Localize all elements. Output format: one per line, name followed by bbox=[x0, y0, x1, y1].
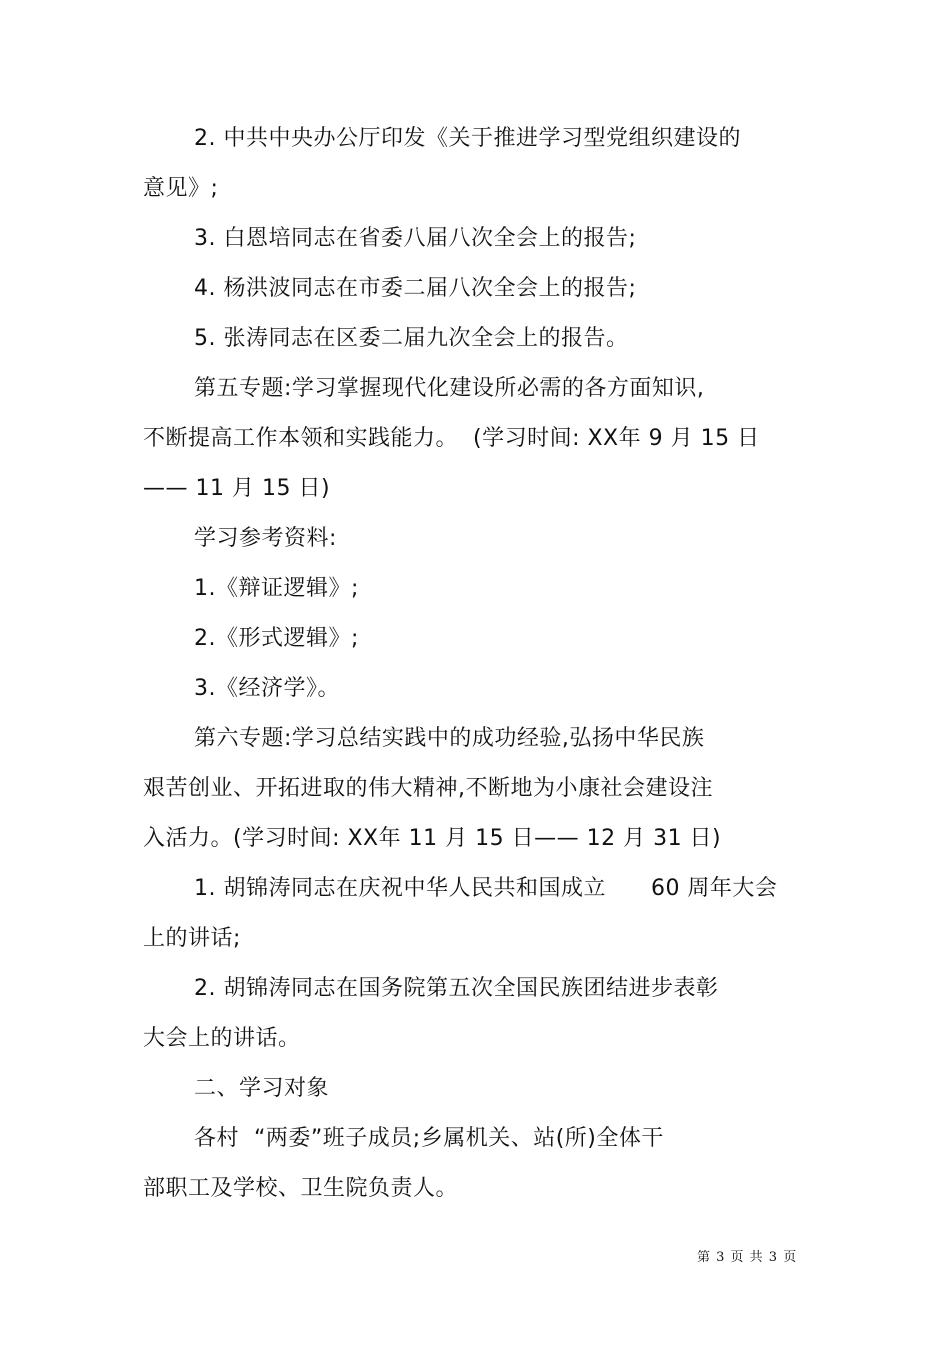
text-line: 3.《经济学》。 bbox=[194, 676, 340, 701]
section-heading: 第五专题:学习掌握现代化建设所必需的各方面知识, bbox=[194, 376, 705, 401]
text-line: 2. 中共中央办公厅印发《关于推进学习型党组织建设的 bbox=[194, 126, 741, 151]
section-heading: 第六专题:学习总结实践中的成功经验,弘扬中华民族 bbox=[194, 726, 705, 751]
text-line: —— 11 月 15 日) bbox=[143, 476, 331, 501]
text-line: 学习参考资料: bbox=[194, 526, 337, 551]
section-heading: 二、学习对象 bbox=[194, 1076, 330, 1101]
text-line: 4. 杨洪波同志在市委二届八次全会上的报告; bbox=[194, 276, 637, 301]
text-line: 上的讲话; bbox=[143, 926, 241, 951]
text-line: 1. 胡锦涛同志在庆祝中华人民共和国成立 60 周年大会 bbox=[194, 876, 778, 901]
text-line: 不断提高工作本领和实践能力。 (学习时间: XX年 9 月 15 日 bbox=[143, 426, 760, 451]
text-line: 2. 胡锦涛同志在国务院第五次全国民族团结进步表彰 bbox=[194, 976, 719, 1001]
text-line: 1.《辩证逻辑》; bbox=[194, 576, 359, 601]
text-line: 意见》; bbox=[143, 176, 219, 201]
text-line: 入活力。(学习时间: XX年 11 月 15 日—— 12 月 31 日) bbox=[143, 826, 722, 851]
text-line: 艰苦创业、开拓进取的伟大精神,不断地为小康社会建设注 bbox=[143, 776, 713, 801]
text-line: 部职工及学校、卫生院负责人。 bbox=[143, 1176, 459, 1201]
page-number: 第 3 页 共 3 页 bbox=[697, 1250, 798, 1265]
text-line: 大会上的讲话。 bbox=[143, 1026, 301, 1051]
text-line: 2.《形式逻辑》; bbox=[194, 626, 359, 651]
text-line: 3. 白恩培同志在省委八届八次全会上的报告; bbox=[194, 226, 637, 251]
text-line: 各村 “两委”班子成员;乡属机关、站(所)全体干 bbox=[194, 1126, 664, 1151]
text-line: 5. 张涛同志在区委二届九次全会上的报告。 bbox=[194, 326, 629, 351]
